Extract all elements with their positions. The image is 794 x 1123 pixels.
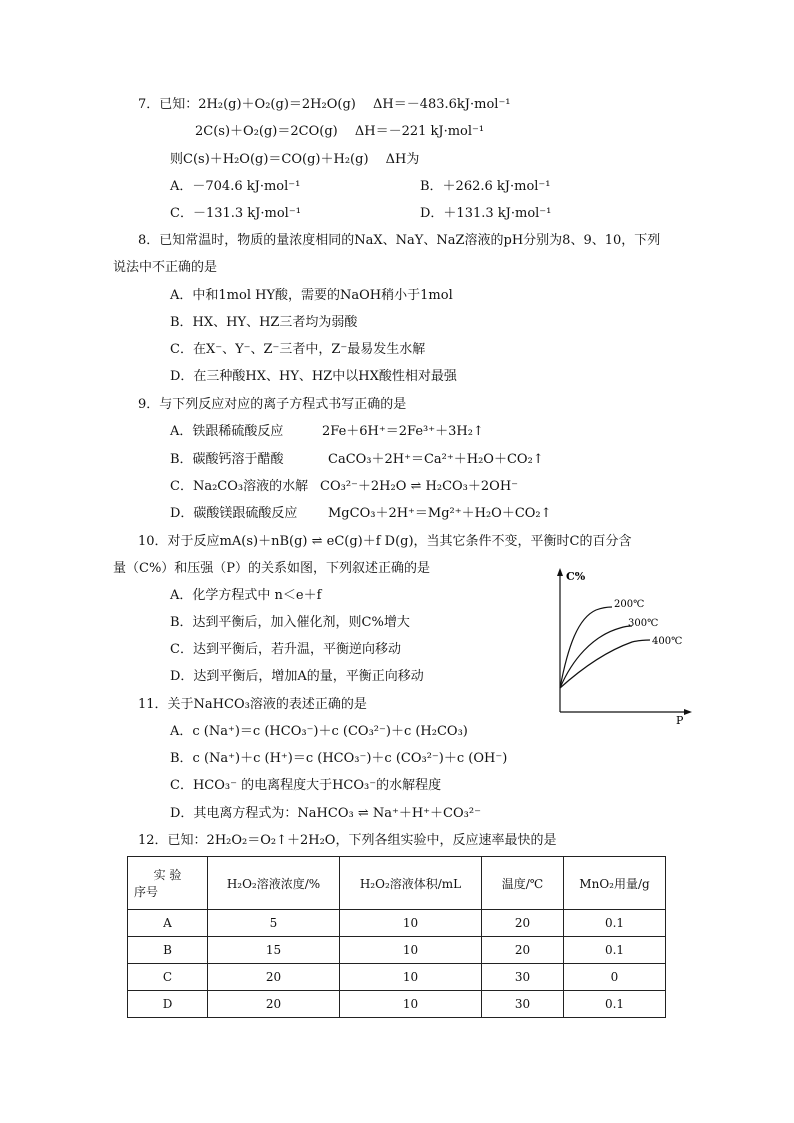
q10-option-a: A．化学方程式中 n＜e＋f bbox=[170, 588, 322, 603]
cell-id: D bbox=[128, 991, 208, 1018]
y-axis-label: C% bbox=[566, 570, 586, 583]
table-row bbox=[128, 964, 666, 991]
q8-option-d: D．在三种酸HX、HY、HZ中以HX酸性相对最强 bbox=[170, 369, 457, 384]
cell-volume: 10 bbox=[340, 910, 482, 937]
q11-stem: 11．关于NaHCO₃溶液的表述正确的是 bbox=[138, 697, 367, 712]
cell-concentration: 20 bbox=[208, 964, 340, 991]
experiment-table bbox=[127, 856, 666, 1018]
curve-300-label: 300℃ bbox=[628, 618, 659, 629]
cell-mno2: 0.1 bbox=[564, 991, 666, 1018]
q7-option-a: A．－704.6 kJ·mol⁻¹ bbox=[170, 179, 301, 194]
q9-option-d-equation: MgCO₃＋2H⁺＝Mg²⁺＋H₂O＋CO₂↑ bbox=[328, 506, 552, 521]
header-seq-line-2: 序号 bbox=[134, 885, 159, 899]
header-mno2: MnO₂用量/g bbox=[564, 857, 666, 910]
q10-option-c: C．达到平衡后，若升温，平衡逆向移动 bbox=[170, 642, 401, 657]
q7-question: 则C(s)＋H₂O(g)＝CO(g)＋H₂(g) ΔH为 bbox=[170, 152, 420, 167]
x-axis bbox=[560, 709, 692, 715]
cell-concentration: 5 bbox=[208, 910, 340, 937]
table-row bbox=[128, 937, 666, 964]
cell-mno2: 0 bbox=[564, 964, 666, 991]
cell-id: A bbox=[128, 910, 208, 937]
cell-temperature: 20 bbox=[482, 937, 564, 964]
q8-option-a: A．中和1mol HY酸，需要的NaOH稍小于1mol bbox=[170, 288, 453, 303]
cell-id: C bbox=[128, 964, 208, 991]
q9-option-b-label: B．碳酸钙溶于醋酸 bbox=[170, 452, 284, 467]
cell-temperature: 20 bbox=[482, 910, 564, 937]
q8-stem-line-1: 8．已知常温时，物质的量浓度相同的NaX、NaY、NaZ溶液的pH分别为8、9、10，下列 bbox=[138, 233, 661, 248]
cell-temperature: 30 bbox=[482, 991, 564, 1018]
q7-stem: 7．已知：2H₂(g)＋O₂(g)＝2H₂O(g) ΔH＝－483.6kJ·mol⁻¹ bbox=[138, 97, 511, 112]
curve-200 bbox=[560, 607, 612, 688]
cell-mno2: 0.1 bbox=[564, 937, 666, 964]
q8-stem-line-2: 说法中不正确的是 bbox=[113, 260, 218, 275]
curve-400-label: 400℃ bbox=[652, 636, 683, 647]
q10-stem-line-1: 10．对于反应mA(s)＋nB(g) ⇌ eC(g)＋f D(g)，当其它条件不变，平衡时C的百分含 bbox=[138, 534, 632, 549]
cell-concentration: 20 bbox=[208, 991, 340, 1018]
q10-stem-line-2: 量（C%）和压强（P）的关系如图，下列叙述正确的是 bbox=[113, 561, 431, 576]
cell-volume: 10 bbox=[340, 991, 482, 1018]
q11-option-c: C．HCO₃⁻ 的电离程度大于HCO₃⁻的水解程度 bbox=[170, 778, 442, 793]
header-concentration: H₂O₂溶液浓度/% bbox=[208, 857, 340, 910]
cell-volume: 10 bbox=[340, 937, 482, 964]
header-seq-line-1: 实 验 bbox=[153, 868, 182, 882]
table-row bbox=[128, 991, 666, 1018]
cell-volume: 10 bbox=[340, 964, 482, 991]
q9-option-d-label: D．碳酸镁跟硫酸反应 bbox=[170, 506, 298, 521]
q9-option-b-equation: CaCO₃＋2H⁺＝Ca²⁺＋H₂O＋CO₂↑ bbox=[328, 452, 544, 467]
cell-id: B bbox=[128, 937, 208, 964]
curve-200-label: 200℃ bbox=[614, 599, 645, 610]
q9-option-a-equation: 2Fe＋6H⁺＝2Fe³⁺＋3H₂↑ bbox=[322, 424, 484, 439]
q7-option-d: D．＋131.3 kJ·mol⁻¹ bbox=[420, 206, 552, 221]
q7-equation-2: 2C(s)＋O₂(g)＝2CO(g) ΔH＝－221 kJ·mol⁻¹ bbox=[195, 124, 485, 139]
q9-option-c-label: C．Na₂CO₃溶液的水解 bbox=[170, 479, 309, 494]
header-temperature: 温度/℃ bbox=[482, 857, 564, 910]
table-header-row bbox=[128, 857, 666, 910]
y-axis bbox=[557, 568, 563, 712]
q10-option-d: D．达到平衡后，增加A的量，平衡正向移动 bbox=[170, 669, 424, 684]
q9-stem: 9．与下列反应对应的离子方程式书写正确的是 bbox=[138, 397, 407, 412]
q11-option-a: A．c (Na⁺)＝c (HCO₃⁻)＋c (CO₃²⁻)＋c (H₂CO₃) bbox=[170, 724, 468, 739]
cell-temperature: 30 bbox=[482, 964, 564, 991]
q8-option-b: B．HX、HY、HZ三者均为弱酸 bbox=[170, 315, 358, 330]
header-seq bbox=[128, 857, 208, 910]
q7-option-b: B．＋262.6 kJ·mol⁻¹ bbox=[420, 179, 551, 194]
cell-mno2: 0.1 bbox=[564, 910, 666, 937]
cell-concentration: 15 bbox=[208, 937, 340, 964]
header-volume: H₂O₂溶液体积/mL bbox=[340, 857, 482, 910]
q12-stem: 12．已知：2H₂O₂＝O₂↑＋2H₂O，下列各组实验中，反应速率最快的是 bbox=[138, 833, 557, 848]
q7-option-c: C．－131.3 kJ·mol⁻¹ bbox=[170, 206, 301, 221]
q11-option-b: B．c (Na⁺)＋c (H⁺)＝c (HCO₃⁻)＋c (CO₃²⁻)＋c (OH⁻) bbox=[170, 751, 508, 766]
q9-option-c-equation: CO₃²⁻＋2H₂O ⇌ H₂CO₃＋2OH⁻ bbox=[320, 479, 519, 494]
q8-option-c: C．在X⁻、Y⁻、Z⁻三者中，Z⁻最易发生水解 bbox=[170, 342, 426, 357]
q10-option-b: B．达到平衡后，加入催化剂，则C%增大 bbox=[170, 615, 410, 630]
table-row bbox=[128, 910, 666, 937]
c-percent-pressure-graph bbox=[548, 566, 698, 726]
q9-option-a-label: A．铁跟稀硫酸反应 bbox=[170, 424, 284, 439]
x-axis-label: P bbox=[676, 714, 684, 726]
q11-option-d: D．其电离方程式为：NaHCO₃ ⇌ Na⁺＋H⁺＋CO₃²⁻ bbox=[170, 806, 481, 821]
